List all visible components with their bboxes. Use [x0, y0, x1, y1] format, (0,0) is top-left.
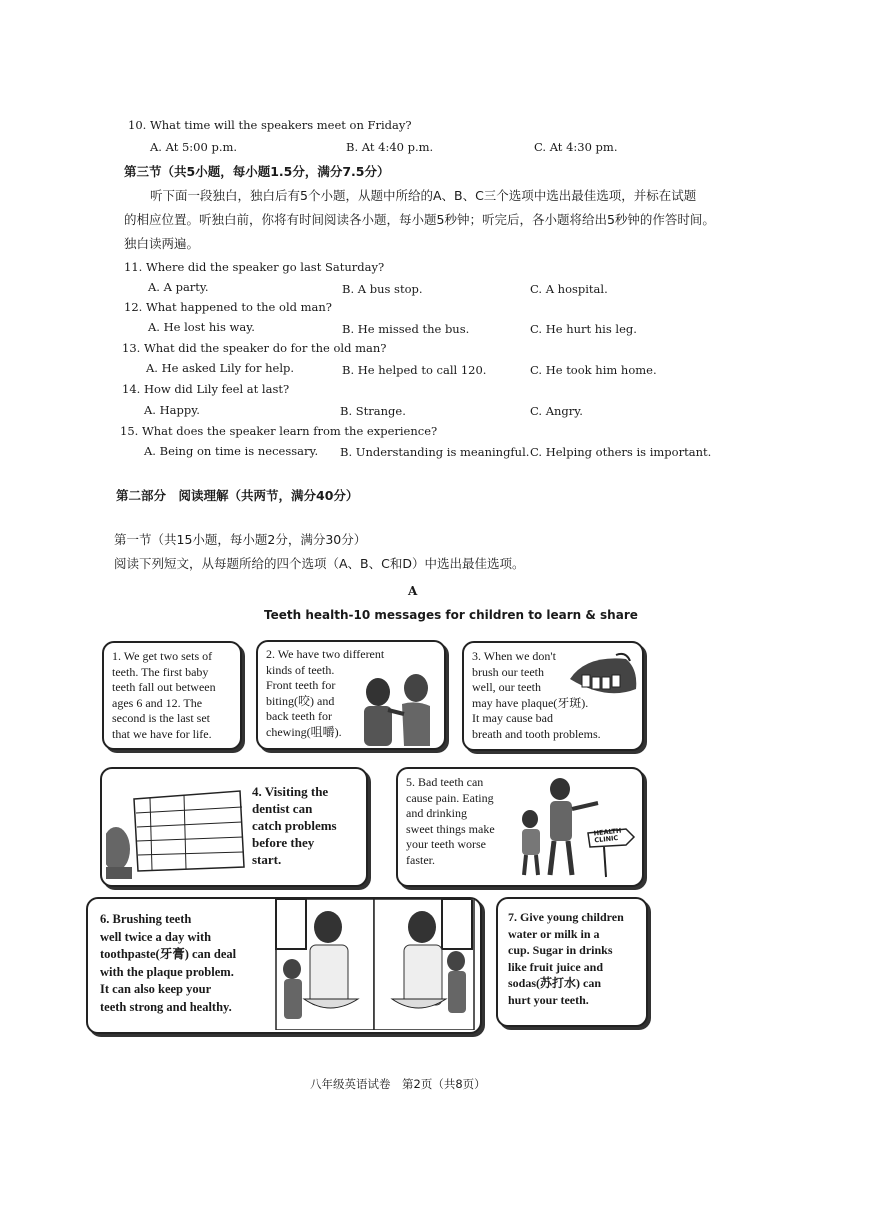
q15-option-b: B. Understanding is meaningful. [340, 445, 530, 459]
clinic-sign-text: HEALTH CLINIC [593, 826, 622, 845]
part2-instruction: 阅读下列短文，从每题所给的四个选项（A、B、C和D）中选出最佳选项。 [114, 556, 525, 571]
dentist-chart-illustration [106, 779, 246, 879]
card-1-text: 1. We get two sets of teeth. The first baby teeth fall out between ages 6 and 12. The second is the last set that we have for life. [112, 649, 216, 741]
q13-stem: 13. What did the speaker do for the old man? [122, 341, 387, 355]
card-6-text: 6. Brushing teeth well twice a day with toothpaste(牙膏) can deal with the plaque problem. It can also keep your teeth strong and healthy. [100, 912, 237, 1014]
father-son-brushing-illustration [272, 899, 478, 1030]
q10-option-b: B. At 4:40 p.m. [346, 140, 434, 154]
q11-option-c: C. A hospital. [530, 282, 608, 296]
q10-option-a: A. At 5:00 p.m. [150, 140, 238, 154]
q11-option-a: A. A party. [148, 280, 209, 294]
section3-instruction-line1: 听下面一段独白，独白后有5个小题，从题中所给的A、B、C三个选项中选出最佳选项，并标在试题 [150, 188, 697, 203]
q11-option-b: B. A bus stop. [342, 282, 423, 296]
section3-instruction-line3: 独白读两遍。 [124, 236, 200, 251]
q15-stem: 15. What does the speaker learn from the experience? [120, 424, 438, 438]
q10-stem: 10. What time will the speakers meet on Friday? [128, 118, 412, 132]
card-4-text: 4. Visiting the dentist can catch problems before they start. [252, 784, 337, 867]
q15-option-c: C. Helping others is important. [530, 445, 712, 459]
card-6 [86, 897, 482, 1034]
card-3-text: 3. When we don't brush our teeth well, our teeth may have plaque(牙斑). It may cause bad breath and tooth problems. [472, 649, 601, 741]
q13-option-b: B. He helped to call 120. [342, 363, 487, 377]
part2-title: 第二部分 阅读理解（共两节，满分40分） [116, 488, 359, 503]
card-3 [462, 641, 644, 751]
q12-option-a: A. He lost his way. [148, 320, 255, 334]
card-4 [100, 767, 368, 887]
two-boys-illustration [358, 670, 438, 746]
page-footer: 八年级英语试卷 第2页（共8页） [310, 1077, 486, 1091]
card-1 [102, 641, 242, 750]
passage-letter: A [408, 584, 418, 598]
teeth-illustration [566, 649, 640, 705]
q14-stem: 14. How did Lily feel at last? [122, 382, 290, 396]
q14-option-c: C. Angry. [530, 404, 583, 418]
q14-option-a: A. Happy. [144, 403, 200, 417]
q11-stem: 11. Where did the speaker go last Saturday? [124, 260, 385, 274]
card-2 [256, 640, 446, 750]
q15-option-a: A. Being on time is necessary. [144, 444, 319, 458]
q12-stem: 12. What happened to the old man? [124, 300, 332, 314]
card-2-text: 2. We have two different kinds of teeth. Front teeth for biting(咬) and back teeth for chewing(咀嚼). [266, 647, 385, 739]
q10-option-c: C. At 4:30 pm. [534, 140, 618, 154]
section3-instruction-line2: 的相应位置。听独白前，你将有时间阅读各小题，每小题5秒钟；听完后，各小题将给出5秒钟的作答时间。 [124, 212, 715, 227]
card-7-text: 7. Give young children water or milk in a cup. Sugar in drinks like fruit juice and sodas(苏打水) can hurt your teeth. [508, 910, 624, 1007]
card-7 [496, 897, 648, 1027]
section3-title: 第三节（共5小题，每小题1.5分，满分7.5分） [124, 164, 390, 179]
part2-section1-title: 第一节（共15小题，每小题2分，满分30分） [114, 532, 367, 547]
q14-option-b: B. Strange. [340, 404, 406, 418]
q12-option-c: C. He hurt his leg. [530, 322, 637, 336]
q13-option-c: C. He took him home. [530, 363, 657, 377]
card-5 [396, 767, 644, 887]
q12-option-b: B. He missed the bus. [342, 322, 470, 336]
card-5-text: 5. Bad teeth can cause pain. Eating and drinking sweet things make your teeth worse faster. [406, 775, 495, 867]
passage-title: Teeth health-10 messages for children to learn & share [264, 608, 638, 622]
q13-option-a: A. He asked Lily for help. [146, 361, 295, 375]
